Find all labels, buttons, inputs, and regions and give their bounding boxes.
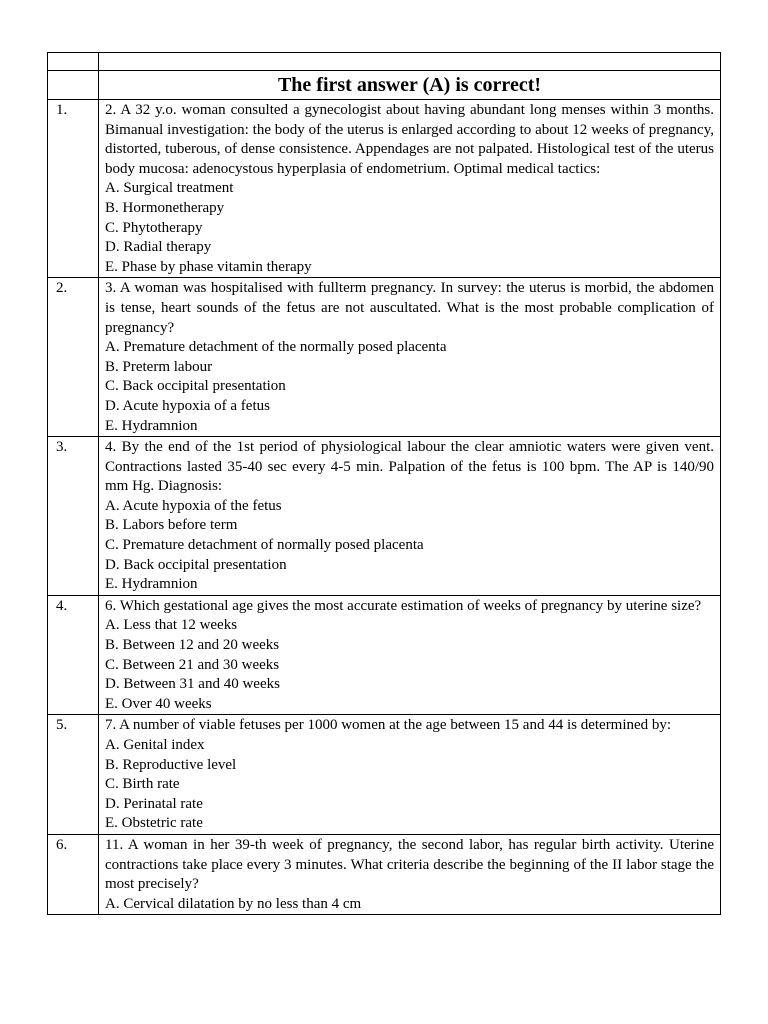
question-cell	[99, 834, 721, 914]
answer-option: B. Between 12 and 20 weeks	[105, 637, 280, 654]
answer-option: D. Between 31 and 40 weeks	[105, 676, 280, 693]
answer-option: E. Phase by phase vitamin therapy	[105, 258, 312, 275]
question-row	[48, 278, 721, 437]
answer-option: D. Radial therapy	[105, 239, 212, 256]
answer-option: D. Back occipital presentation	[105, 556, 287, 573]
empty-top-row	[48, 53, 721, 71]
answer-option: C. Birth rate	[105, 776, 180, 793]
answer-option: C. Phytotherapy	[105, 219, 203, 236]
question-stem: 11. A woman in her 39-th week of pregnancy, the second labor, has regular birth activity. Uterine contractions take place every 3 minutes. What criteria describe the beginning of the II labor stage the most precisely?	[105, 836, 714, 893]
question-cell	[99, 437, 721, 596]
answer-option: B. Reproductive level	[105, 756, 237, 773]
question-number: 6.	[48, 834, 99, 914]
question-stem: 7. A number of viable fetuses per 1000 women at the age between 15 and 44 is determined by:	[105, 717, 672, 734]
question-cell	[99, 595, 721, 715]
answer-option: E. Hydramnion	[105, 417, 198, 434]
answer-option: C. Back occipital presentation	[105, 378, 286, 395]
question-row	[48, 715, 721, 835]
question-row	[48, 100, 721, 278]
question-cell	[99, 278, 721, 437]
question-row	[48, 437, 721, 596]
answer-option: A. Cervical dilatation by no less than 4 cm	[105, 895, 362, 912]
answer-option: B. Preterm labour	[105, 358, 213, 375]
answer-option: D. Perinatal rate	[105, 795, 203, 812]
answer-option: B. Labors before term	[105, 517, 238, 534]
answer-option: B. Hormonetherapy	[105, 199, 225, 216]
answer-option: E. Obstetric rate	[105, 815, 203, 832]
question-number: 4.	[48, 595, 99, 715]
answer-option: A. Genital index	[105, 737, 205, 753]
question-number: 2.	[48, 278, 99, 437]
empty-cell	[99, 53, 721, 71]
page-title: The first answer (A) is correct!	[277, 74, 542, 96]
question-stem: 4. By the end of the 1st period of physiological labour the clear amniotic waters were given vent. Contractions lasted 35-40 sec every 4-5 min. Palpation of the fetus is 100 bpm. The AP is 140/90 mm Hg. Diagnosis:	[105, 439, 714, 495]
answer-option: A. Less that 12 weeks	[105, 617, 238, 634]
empty-cell	[48, 71, 99, 100]
question-cell	[99, 100, 721, 278]
question-table	[47, 52, 721, 915]
question-stem: 3. A woman was hospitalised with fullterm pregnancy. In survey: the uterus is morbid, the abdomen is tense, heart sounds of the fetus are not auscultated. What is the most probable complication of pregnancy?	[105, 280, 714, 336]
answer-option: A. Acute hypoxia of the fetus	[105, 497, 282, 514]
question-stem: 6. Which gestational age gives the most accurate estimation of weeks of pregnancy by uterine size?	[105, 597, 702, 614]
question-row	[48, 595, 721, 715]
answer-option: A. Surgical treatment	[105, 180, 234, 197]
empty-cell	[48, 53, 99, 71]
answer-option: E. Over 40 weeks	[105, 695, 212, 712]
question-stem: 2. A 32 y.o. woman consulted a gynecologist about having abundant long menses within 3 months. Bimanual investigation: the body of the uterus is enlarged according to about 12 weeks of pregnancy, distorted, tuberous, of dense consistence. Appendages are not palpated. Histological test of the uterus body mucosa: adenocystous hyperplasia of endometrium. Optimal medical tactics:	[105, 102, 714, 177]
answer-option: E. Hydramnion	[105, 576, 198, 593]
header-row	[48, 71, 721, 100]
question-number: 5.	[48, 715, 99, 835]
answer-option: D. Acute hypoxia of a fetus	[105, 397, 270, 414]
header-cell	[99, 71, 721, 100]
answer-option: C. Premature detachment of normally posed placenta	[105, 537, 424, 554]
question-number: 3.	[48, 437, 99, 596]
answer-option: C. Between 21 and 30 weeks	[105, 656, 280, 673]
question-row	[48, 834, 721, 914]
answer-option: A. Premature detachment of the normally posed placenta	[105, 339, 447, 356]
question-cell	[99, 715, 721, 835]
question-number: 1.	[48, 100, 99, 278]
